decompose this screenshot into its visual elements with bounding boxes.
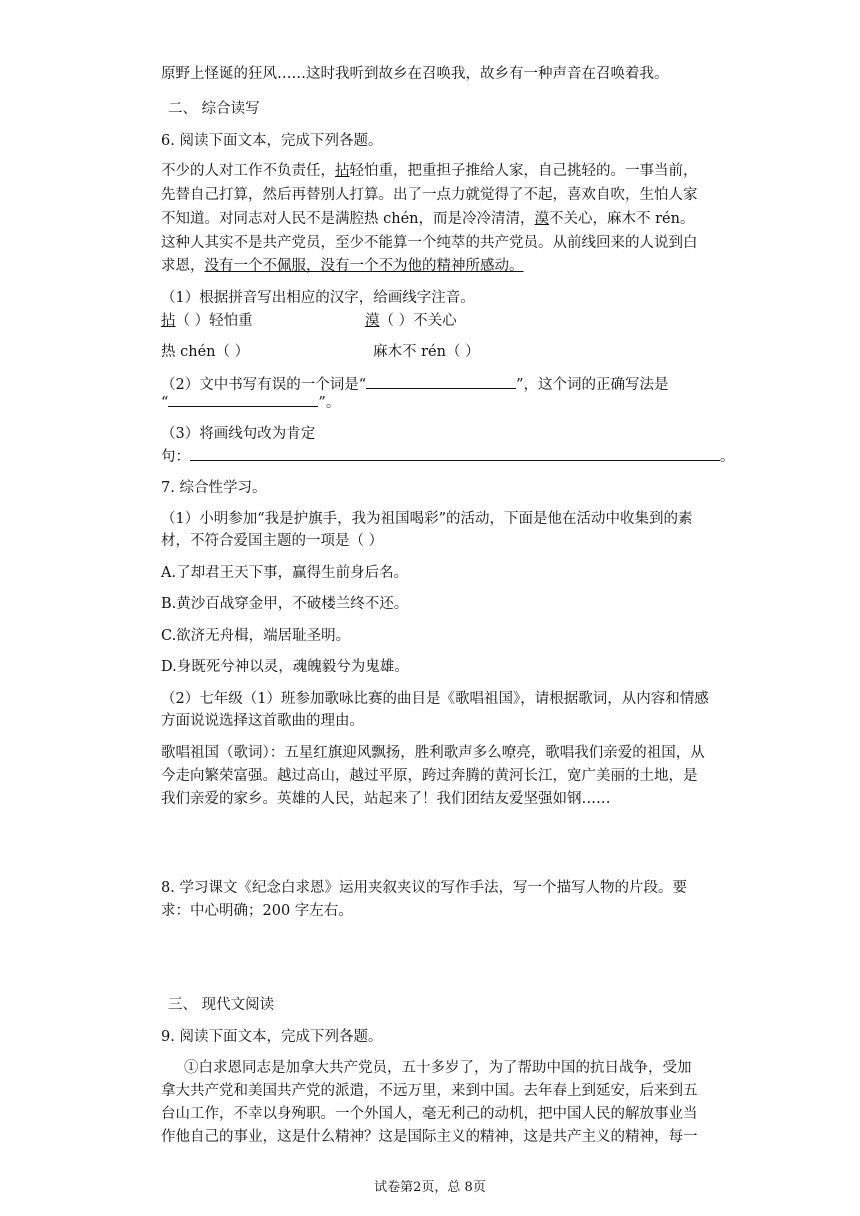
subquestion: （1）根据拼音写出相应的汉字，给画线字注音。 (161, 290, 475, 306)
subquestion: （2）文中书写有误的一个词是“ ”，这个词的正确写法是 (161, 374, 669, 395)
text-line: 这种人其实不是共产党员，至少不能算一个纯萃的共产党员。从前线回来的人说到白 (161, 235, 698, 251)
text-line: 不少的人对工作不负责任，拈轻怕重，把重担子推给人家，自己挑轻的。一事当前， (161, 163, 698, 179)
section-heading: 二、 综合读写 (168, 101, 260, 117)
option-b: B.黄沙百战穿金甲，不破楼兰终不还。 (161, 596, 409, 612)
text-line: 先替自己打算，然后再替别人打算。出了一点力就觉得了不起，喜欢自吹，生怕人家 (161, 187, 698, 203)
reading-line: ①白求恩同志是加拿大共产党员，五十多岁了，为了帮助中国的抗日战争，受加 (184, 1060, 692, 1076)
subquestion: （1）小明参加“我是护旗手，我为祖国喝彩”的活动，下面是他在活动中收集到的素 (161, 511, 693, 527)
reading-line: 拿大共产党和美国共产党的派遣，不远万里，来到中国。去年春上到延安，后来到五 (161, 1083, 698, 1099)
underlined-sentence: 没有一个不佩服，没有一个不为他的精神所感动。 (204, 258, 524, 274)
question-title: 7. 综合性学习。 (161, 480, 267, 496)
lyrics-line: 今走向繁荣富强。越过高山，越过平原，跨过奔腾的黄河长江，宽广美丽的土地，是 (161, 768, 698, 784)
answer-blank[interactable] (190, 446, 720, 461)
section-heading: 三、 现代文阅读 (168, 997, 275, 1013)
answer-blank[interactable] (168, 392, 318, 407)
question-title: 6. 阅读下面文本，完成下列各题。 (161, 133, 383, 149)
text-line: 不知道。对同志对人民不是满腔热 chén，而是冷冷清清，漠不关心，麻木不 rén。 (161, 211, 695, 227)
question-title: 9. 阅读下面文本，完成下列各题。 (161, 1029, 383, 1045)
answer-row: 热 chén（ ） (161, 344, 250, 360)
option-a: A.了却君王天下事，赢得生前身后名。 (161, 565, 409, 581)
answer-row: 句： 。 (161, 446, 735, 467)
answer-row: “ ”。 (161, 392, 340, 413)
answer-row: 麻木不 rén（ ） (373, 344, 480, 360)
question-title: 8. 学习课文《纪念白求恩》运用夹叙夹议的写作手法，写一个描写人物的片段。要 (161, 880, 687, 896)
subquestion: 材，不符合爱国主题的一项是（ ） (161, 533, 384, 549)
answer-row: 漠（ ）不关心 (365, 313, 457, 329)
underlined-char: 漠 (534, 211, 549, 227)
answer-row: 拈（ ）轻怕重 (161, 313, 253, 329)
text-line: 原野上怪诞的狂风……这时我听到故乡在召唤我，故乡有一种声音在召唤着我。 (161, 66, 669, 82)
page-footer: 试卷第2页，总 8页 (374, 1180, 486, 1195)
text-line: 求：中心明确；200 字左右。 (161, 903, 353, 919)
lyrics-line: 歌唱祖国（歌词）：五星红旗迎风飘扬，胜利歌声多么嘹亮，歌唱我们亲爱的祖国，从 (161, 745, 705, 761)
subquestion: （2）七年级（1）班参加歌咏比赛的曲目是《歌唱祖国》，请根据歌词，从内容和情感 (161, 691, 709, 707)
lyrics-line: 我们亲爱的家乡。英雄的人民，站起来了！我们团结友爱坚强如钢…… (161, 791, 611, 807)
text-line: 求恩，没有一个不佩服，没有一个不为他的精神所感动。 (161, 258, 524, 274)
reading-line: 台山工作，不幸以身殉职。一个外国人，毫无利己的动机，把中国人民的解放事业当 (161, 1106, 698, 1122)
subquestion: 方面说说选择这首歌曲的理由。 (161, 713, 364, 729)
reading-line: 作他自己的事业，这是什么精神？这是国际主义的精神，这是共产主义的精神，每一 (161, 1129, 698, 1145)
underlined-char: 拈 (335, 163, 350, 179)
option-c: C.欲济无舟楫，端居耻圣明。 (161, 628, 351, 644)
subquestion: （3）将画线句改为肯定 (161, 426, 316, 442)
answer-blank[interactable] (366, 374, 516, 389)
option-d: D.身既死兮神以灵，魂魄毅兮为鬼雄。 (161, 659, 409, 675)
